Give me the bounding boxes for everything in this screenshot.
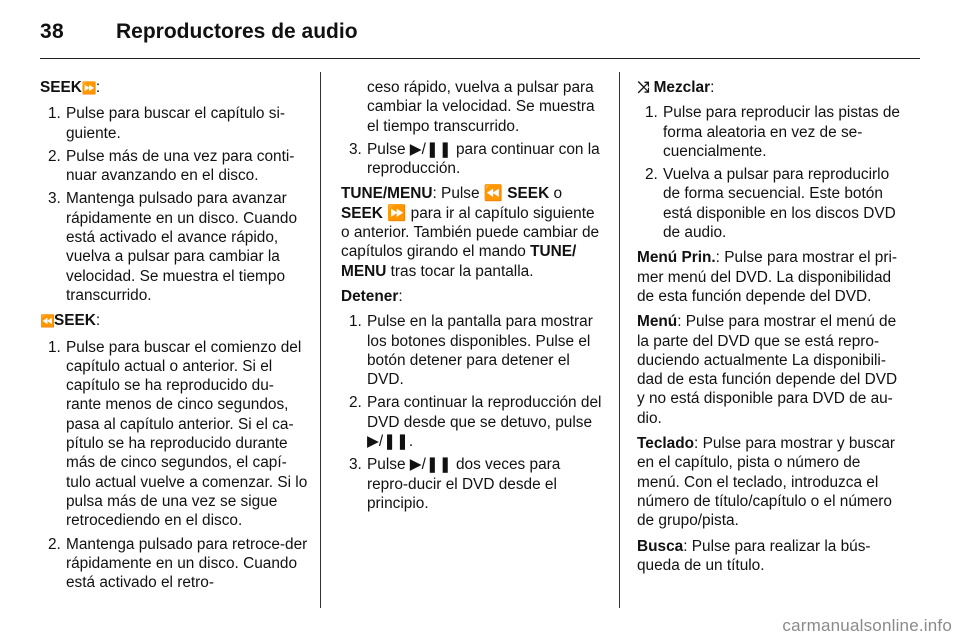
seek-forward-heading: SEEK⏩: bbox=[40, 79, 101, 96]
search-paragraph: Busca: Pulse para realizar la bús-queda de un título. bbox=[637, 537, 871, 574]
list-item: 1. Pulse para reproducir las pistas de forma aleatoria en vez de se-cuencialmente. bbox=[645, 104, 900, 160]
header-rule bbox=[40, 58, 920, 59]
list-item: 3. Pulse ▶/❚❚ para continuar con la reproducción. bbox=[349, 140, 600, 178]
tune-menu-label: TUNE/MENU bbox=[341, 185, 433, 203]
menu-paragraph: Menú: Pulse para mostrar el menú de la parte del DVD que se está repro-duciendo actualmente La disponibili-dad de esta función depende del DVD y no está disponible para DVD de au-dio. bbox=[637, 313, 898, 427]
list-item-continued: ceso rápido, vuelva a pulsar para cambiar la velocidad. Se muestra el tiempo transcurrido. bbox=[367, 79, 595, 135]
seek-back-list bbox=[40, 338, 308, 593]
shuffle-list bbox=[637, 103, 905, 242]
seek-back-list-continued bbox=[341, 140, 603, 179]
stop-list bbox=[341, 312, 603, 513]
list-item: 1. Pulse en la pantalla para mostrar los botones disponibles. Pulse el botón detener para detener el DVD. bbox=[349, 313, 593, 389]
tune-menu-paragraph: TUNE/MENU: Pulse ⏪ SEEK o SEEK ⏩ para ir al capítulo siguiente o anterior. También puede cambiar de capítulos girando el mando TUNE/ MENU tras tocar la pantalla. bbox=[341, 185, 600, 280]
stop-heading: Detener: bbox=[341, 287, 403, 305]
seek-forward-label: SEEK bbox=[40, 79, 82, 96]
column-2 bbox=[341, 78, 603, 519]
column-divider-1 bbox=[320, 72, 321, 608]
stop-label: Detener bbox=[341, 287, 399, 305]
seek-forward-inline: SEEK ⏩ bbox=[341, 204, 407, 222]
list-item: 1. Pulse para buscar el comienzo del capítulo actual o anterior. Si el capítulo se ha reproducido du-rante menos de cinco segundos, pasa al capítulo anterior. Si el ca-pítulo se ha reproducido durante más de cinco segundos, el capí-tulo actual vuelve a comenzar. Si lo pulsa más de una vez se sigue retrocediendo en el disco. bbox=[48, 338, 308, 530]
keyboard-label: Teclado bbox=[637, 435, 695, 453]
keyboard-paragraph: Teclado: Pulse para mostrar y buscar en el capítulo, pista o número de menú. Con el teclado, introduzca el número de título/capítulo o el número de grupo/pista. bbox=[637, 435, 896, 530]
search-label: Busca bbox=[637, 537, 684, 555]
seek-back-heading: ⏪SEEK: bbox=[40, 312, 101, 330]
page-number: 38 bbox=[40, 20, 64, 43]
list-item: 1. Pulse para buscar el capítulo si-guiente. bbox=[48, 105, 286, 142]
list-item: 2. Mantenga pulsado para retroce-der rápidamente en un disco. Cuando está activado el retro- bbox=[48, 535, 308, 592]
list-item: 2. Pulse más de una vez para conti-nuar avanzando en el disco. bbox=[48, 147, 295, 185]
column-3 bbox=[637, 78, 905, 581]
fast-forward-icon: ⏩ bbox=[81, 81, 96, 95]
list-item: 3. Pulse ▶/❚❚ dos veces para repro-ducir el DVD desde el principio. bbox=[349, 456, 561, 512]
watermark: carmanualsonline.info bbox=[782, 616, 952, 635]
seek-back-label: SEEK bbox=[53, 312, 96, 330]
page-title: Reproductores de audio bbox=[116, 20, 358, 43]
seek-forward-list bbox=[40, 104, 308, 305]
column-1 bbox=[40, 78, 308, 598]
menu-label: Menú bbox=[637, 313, 678, 331]
main-menu-paragraph: Menú Prin.: Pulse para mostrar el pri-mer menú del DVD. La disponibilidad de esta función depende del DVD. bbox=[637, 249, 898, 305]
shuffle-heading: ⤨ Mezclar: bbox=[637, 79, 715, 96]
shuffle-icon: ⤨ bbox=[637, 79, 650, 96]
rewind-icon: ⏪ bbox=[40, 314, 54, 329]
page-header bbox=[40, 14, 920, 54]
list-item: 3. Mantenga pulsado para avanzar rápidamente en un disco. Cuando está activado el avance rápido, vuelva a pulsar para cambiar la velocidad. Se muestra el tiempo transcurrido. bbox=[48, 190, 298, 304]
seek-back-inline: ⏪ SEEK bbox=[483, 185, 550, 203]
shuffle-label: Mezclar bbox=[653, 79, 711, 96]
main-menu-label: Menú Prin. bbox=[637, 249, 716, 267]
tune-menu-label-2: TUNE/ MENU bbox=[341, 243, 577, 280]
column-divider-2 bbox=[619, 72, 620, 608]
list-item: 2. Vuelva a pulsar para reproducirlo de forma secuencial. Este botón está disponible en los discos DVD de audio. bbox=[645, 166, 896, 242]
list-item: 2. Para continuar la reproducción del DVD desde que se detuvo, pulse ▶/❚❚. bbox=[349, 394, 602, 451]
